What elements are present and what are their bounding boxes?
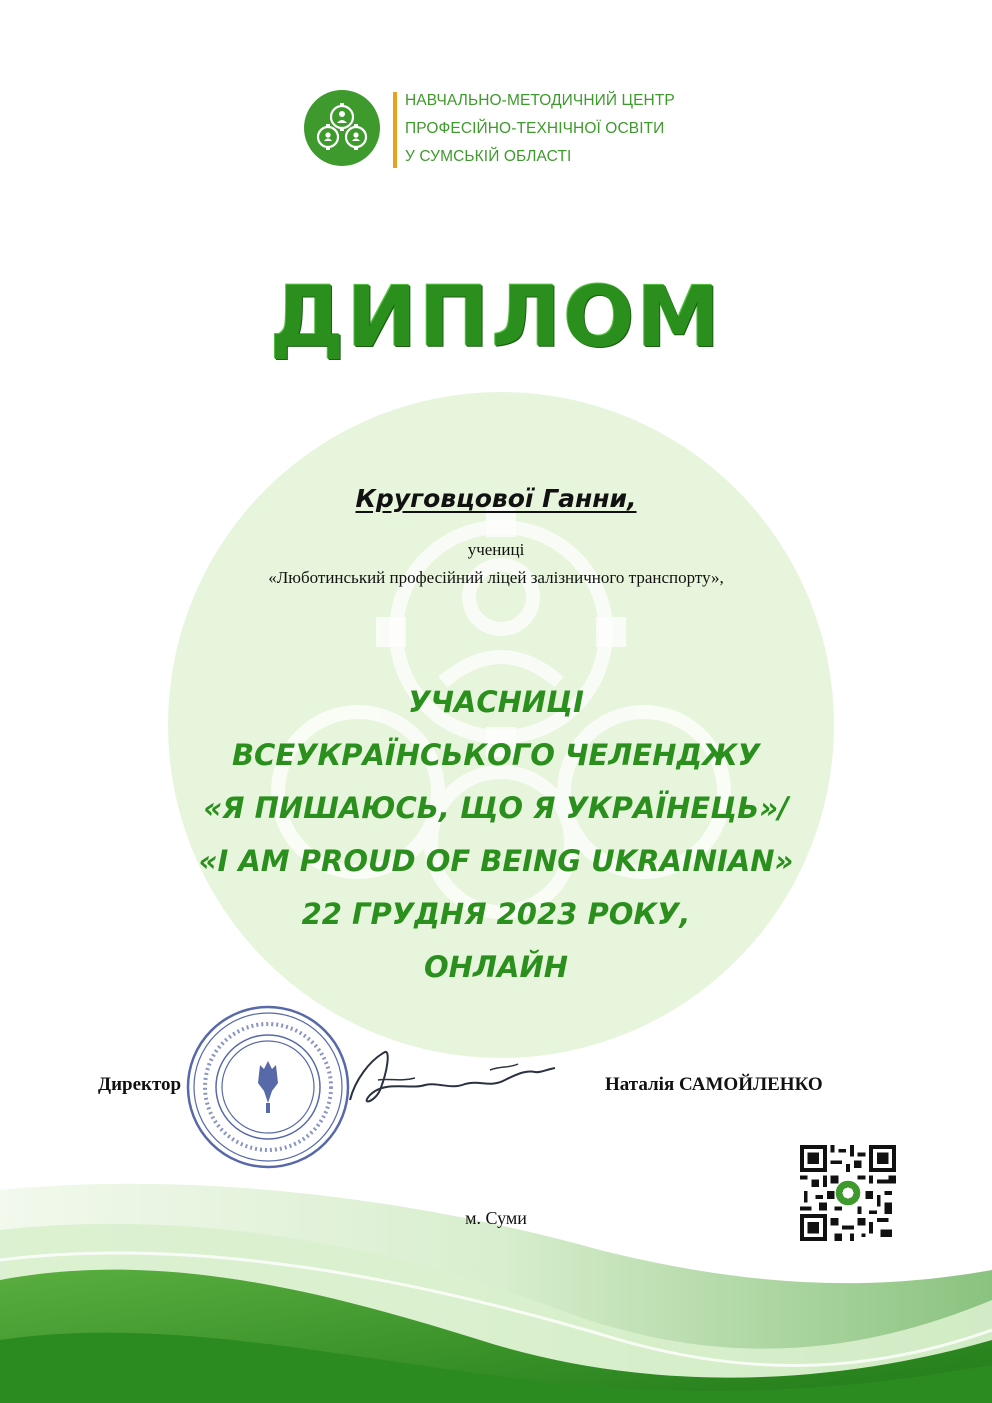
org-name-line1: НАВЧАЛЬНО-МЕТОДИЧНИЙ ЦЕНТР	[405, 92, 675, 109]
award-line: ОНЛАЙН	[424, 950, 568, 984]
diploma-title: ДИПЛОМ	[269, 268, 723, 366]
award-line: ВСЕУКРАЇНСЬКОГО ЧЕЛЕНДЖУ	[231, 738, 761, 772]
signatory-name: Наталія САМОЙЛЕНКО	[605, 1074, 823, 1095]
qr-code-icon	[800, 1145, 896, 1241]
award-line: 22 ГРУДНЯ 2023 РОКУ,	[301, 897, 691, 931]
recipient-role: учениці	[467, 540, 525, 559]
city: м. Суми	[465, 1208, 527, 1228]
award-line: УЧАСНИЦІ	[408, 685, 584, 719]
award-line: «I AM PROUD OF BEING UKRAINIAN»	[198, 844, 794, 878]
gears-people-icon	[304, 90, 380, 166]
signatory-position: Директор	[98, 1074, 182, 1095]
org-name-line2: ПРОФЕСІЙНО-ТЕХНІЧНОЇ ОСВІТИ	[405, 120, 665, 137]
award-text	[0, 676, 992, 994]
handwritten-signature	[330, 1040, 560, 1120]
logo-divider	[393, 92, 397, 168]
recipient-name: Круговцової Ганни,	[355, 484, 637, 513]
org-name-line3: У СУМСЬКІЙ ОБЛАСТІ	[405, 148, 572, 165]
org-logo	[304, 90, 380, 166]
recipient-school: «Люботинський професійний ліцей залізничного транспорту»,	[268, 568, 724, 587]
award-line: «Я ПИШАЮСЬ, ЩО Я УКРАЇНЕЦЬ»/	[203, 791, 789, 825]
